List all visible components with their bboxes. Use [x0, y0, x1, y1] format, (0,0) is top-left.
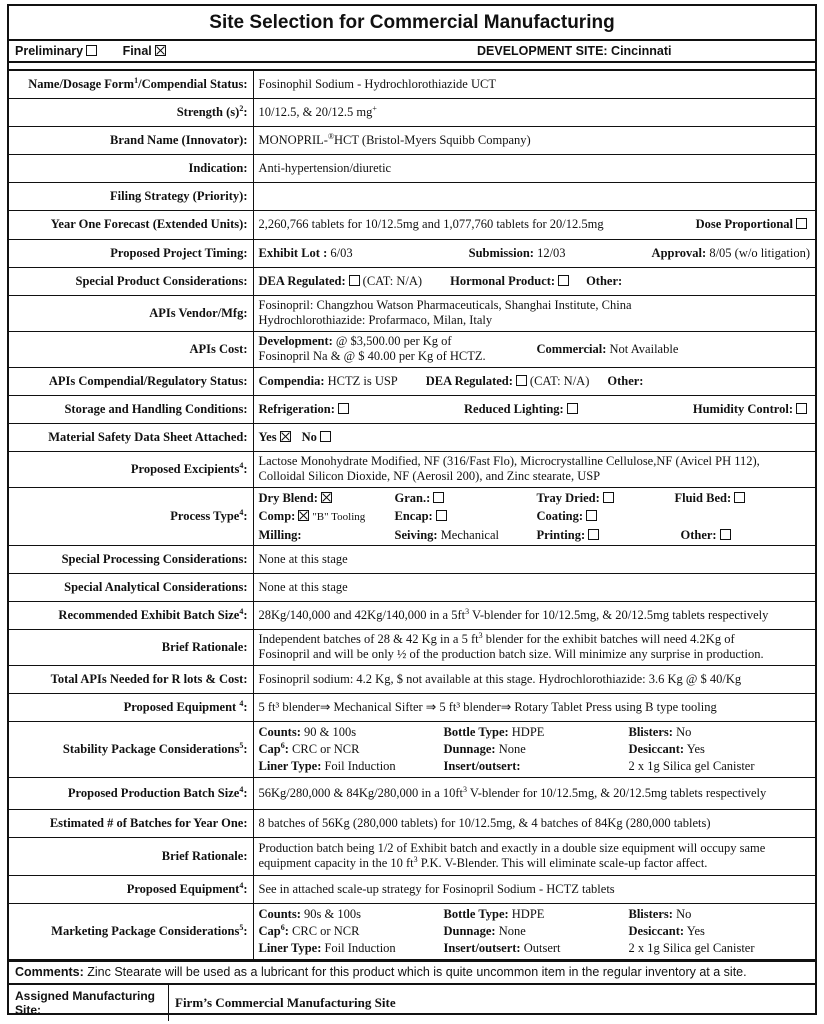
- humidity-checkbox[interactable]: [796, 403, 807, 414]
- assigned-value: Firm’s Commercial Manufacturing Site: [175, 994, 396, 1010]
- final-checkbox[interactable]: [155, 45, 166, 56]
- row-api-vendor: APIs Vendor/Mfg: Fosinopril: Changzhou Watson Pharmaceuticals, Shanghai Institute, China Hydrochlorothiazide: Profarmaco, Milan, Italy: [9, 295, 815, 331]
- preliminary-label: Preliminary: [15, 44, 84, 58]
- encap-checkbox[interactable]: [436, 510, 447, 521]
- form-title: Site Selection for Commercial Manufacturing: [9, 6, 815, 41]
- development-site: DEVELOPMENT SITE: Cincinnati: [477, 44, 672, 58]
- row-msds: Material Safety Data Sheet Attached: Yes No: [9, 423, 815, 451]
- fluid-bed-checkbox[interactable]: [734, 492, 745, 503]
- coating-checkbox[interactable]: [586, 510, 597, 521]
- row-production-batch: Proposed Production Batch Size$^4$: 56Kg/280,000 & 84Kg/280,000 in a $10ft^3$ V-blender for 10/12.5mg, & 20/12.5mg tablets respectively: [9, 777, 815, 809]
- row-filing: Filing Strategy (Priority):: [9, 182, 815, 210]
- gran-checkbox[interactable]: [433, 492, 444, 503]
- final-label: Final: [122, 44, 152, 58]
- row-special-processing: Special Processing Considerations: None at this stage: [9, 545, 815, 573]
- row-exhibit-batch: Recommended Exhibit Batch Size$^4$: 28Kg/140,000 and 42Kg/140,000 in a $5ft^3$ V-blender for 10/12.5mg, & 20/12.5mg tablets respectively: [9, 601, 815, 629]
- filing-value[interactable]: [253, 182, 815, 210]
- row-rationale-1: Brief Rationale: Independent batches of 28 & 42 Kg in a 5 $ft^3$ blender for the exhibit batches will need 4.2Kg of Fosinopril and will be only ½ of the production batch size. Will minimize any surprise in production.: [9, 629, 815, 665]
- form-table: [9, 69, 815, 960]
- dry-blend-checkbox[interactable]: [321, 492, 332, 503]
- msds-yes-checkbox[interactable]: [280, 431, 291, 442]
- indication-value: Anti-hypertension/diuretic: [253, 154, 815, 182]
- row-name: Name/Dosage Form$^1$/Compendial Status: Fosinophil Sodium - Hydrochlorothiazide UCT: [9, 70, 815, 98]
- preliminary-checkbox[interactable]: [86, 45, 97, 56]
- row-strength: Strength $(s)^2$: 10/12.5, & 20/12.5 mg+: [9, 98, 815, 126]
- row-special-product: Special Product Considerations: DEA Regulated: (CAT: N/A) Hormonal Product: Other:: [9, 267, 815, 295]
- row-marketing: Marketing Package Considerations$^5$: Counts: 90s & 100s Bottle Type: HDPE Blisters: No Cap$^6$: CRC or NCR Dunnage: None Desiccant: Yes Liner Type: Foil Induction Insert/outsert: Outsert 2 x 1g Silica gel Canister: [9, 903, 815, 959]
- row-stability: Stability Package Considerations$^5$: Counts: 90 & 100s Bottle Type: HDPE Blisters: No Cap$^6$: CRC or NCR Dunnage: None Desiccant: Yes Liner Type: Foil Induction Insert/outsert: 2 x 1g Silica gel Canister: [9, 721, 815, 777]
- row-equipment-2: Proposed Equipment$^4$: See in attached scale-up strategy for Fosinopril Sodium - HCTZ tablets: [9, 875, 815, 903]
- row-forecast: Year One Forecast (Extended Units): 2,260,766 tablets for 10/12.5mg and 1,077,760 tablets for 20/12.5mg Dose Proportional: [9, 210, 815, 239]
- strength-value: 10/12.5, & 20/12.5 mg: [258, 104, 373, 119]
- lighting-checkbox[interactable]: [567, 403, 578, 414]
- row-indication: Indication: Anti-hypertension/diuretic: [9, 154, 815, 182]
- msds-no-checkbox[interactable]: [320, 431, 331, 442]
- site-selection-form: [7, 4, 817, 1015]
- row-batches-year: Estimated # of Batches for Year One: 8 batches of 56Kg (280,000 tablets) for 10/12.5mg, & 4 batches of 84Kg (280,000 tablets): [9, 809, 815, 837]
- row-total-api: Total APIs Needed for R lots & Cost: Fosinopril sodium: 4.2 Kg, $ not available at this stage. Hydrochlorothiazide: 3.6 Kg @ $ 40/Kg: [9, 665, 815, 693]
- tray-dried-checkbox[interactable]: [603, 492, 614, 503]
- row-special-analytical: Special Analytical Considerations: None at this stage: [9, 573, 815, 601]
- row-timing: Proposed Project Timing: Exhibit Lot : 6/03 Submission: 12/03 Approval: 8/05 (w/o litigation): [9, 239, 815, 267]
- dea-checkbox[interactable]: [349, 275, 360, 286]
- name-value: Fosinophil Sodium - Hydrochlorothiazide UCT: [253, 70, 815, 98]
- assigned-site: [9, 985, 815, 1021]
- dose-proportional-checkbox[interactable]: [796, 218, 807, 229]
- row-equipment-1: Proposed Equipment $^4$: 5 ft³ blender⇒ Mechanical Sifter ⇒ 5 ft³ blender⇒ Rotary Tablet Press using B type tooling: [9, 693, 815, 721]
- hormonal-checkbox[interactable]: [558, 275, 569, 286]
- comments: Comments: Zinc Stearate will be used as a lubricant for this product which is quite uncommon item in the regular inventory at a site.: [9, 960, 815, 985]
- api-dea-checkbox[interactable]: [516, 375, 527, 386]
- forecast-value: 2,260,766 tablets for 10/12.5mg and 1,077,760 tablets for 20/12.5mg: [258, 217, 604, 231]
- row-excipients: Proposed Excipients$^4$: Lactose Monohydrate Modified, NF (316/Fast Flo), Microcrystalline Cellulose,NF (Avicel PH 112), Colloidal Silicon Dioxide, NF (Aerosil 200), and Zinc stearate, USP: [9, 451, 815, 487]
- row-rationale-2: Brief Rationale: Production batch being 1/2 of Exhibit batch and exactly in a double size equipment will occupy same equipment capacity in the 10 $ft^3$ P.K. V-Blender. This will eliminate scale-up factor affect.: [9, 837, 815, 875]
- comp-checkbox[interactable]: [298, 510, 309, 521]
- printing-checkbox[interactable]: [588, 529, 599, 540]
- row-storage: Storage and Handling Conditions: Refrigeration: Reduced Lighting: Humidity Control:: [9, 395, 815, 423]
- row-api-compendial: APIs Compendial/Regulatory Status: Compendia: HCTZ is USP DEA Regulated: (CAT: N/A) Other:: [9, 367, 815, 395]
- process-other-checkbox[interactable]: [720, 529, 731, 540]
- refrigeration-checkbox[interactable]: [338, 403, 349, 414]
- assigned-label: Assigned Manufacturing Site:: [9, 985, 169, 1021]
- row-api-cost: APIs Cost: Development: @ $3,500.00 per Kg of Fosinopril Na & @ $ 40.00 per Kg of HCTZ. Commercial: Not Available: [9, 331, 815, 367]
- row-brand: Brand Name (Innovator): MONOPRIL-®HCT (Bristol-Myers Squibb Company): [9, 126, 815, 154]
- row-process: Process Type$^4$: Dry Blend: Gran.: Tray Dried: Fluid Bed: Comp: "B" Tooling Encap: Coating: Milling: Seiving: Mechanical Printing: Other:: [9, 487, 815, 545]
- status-bar: [9, 41, 815, 63]
